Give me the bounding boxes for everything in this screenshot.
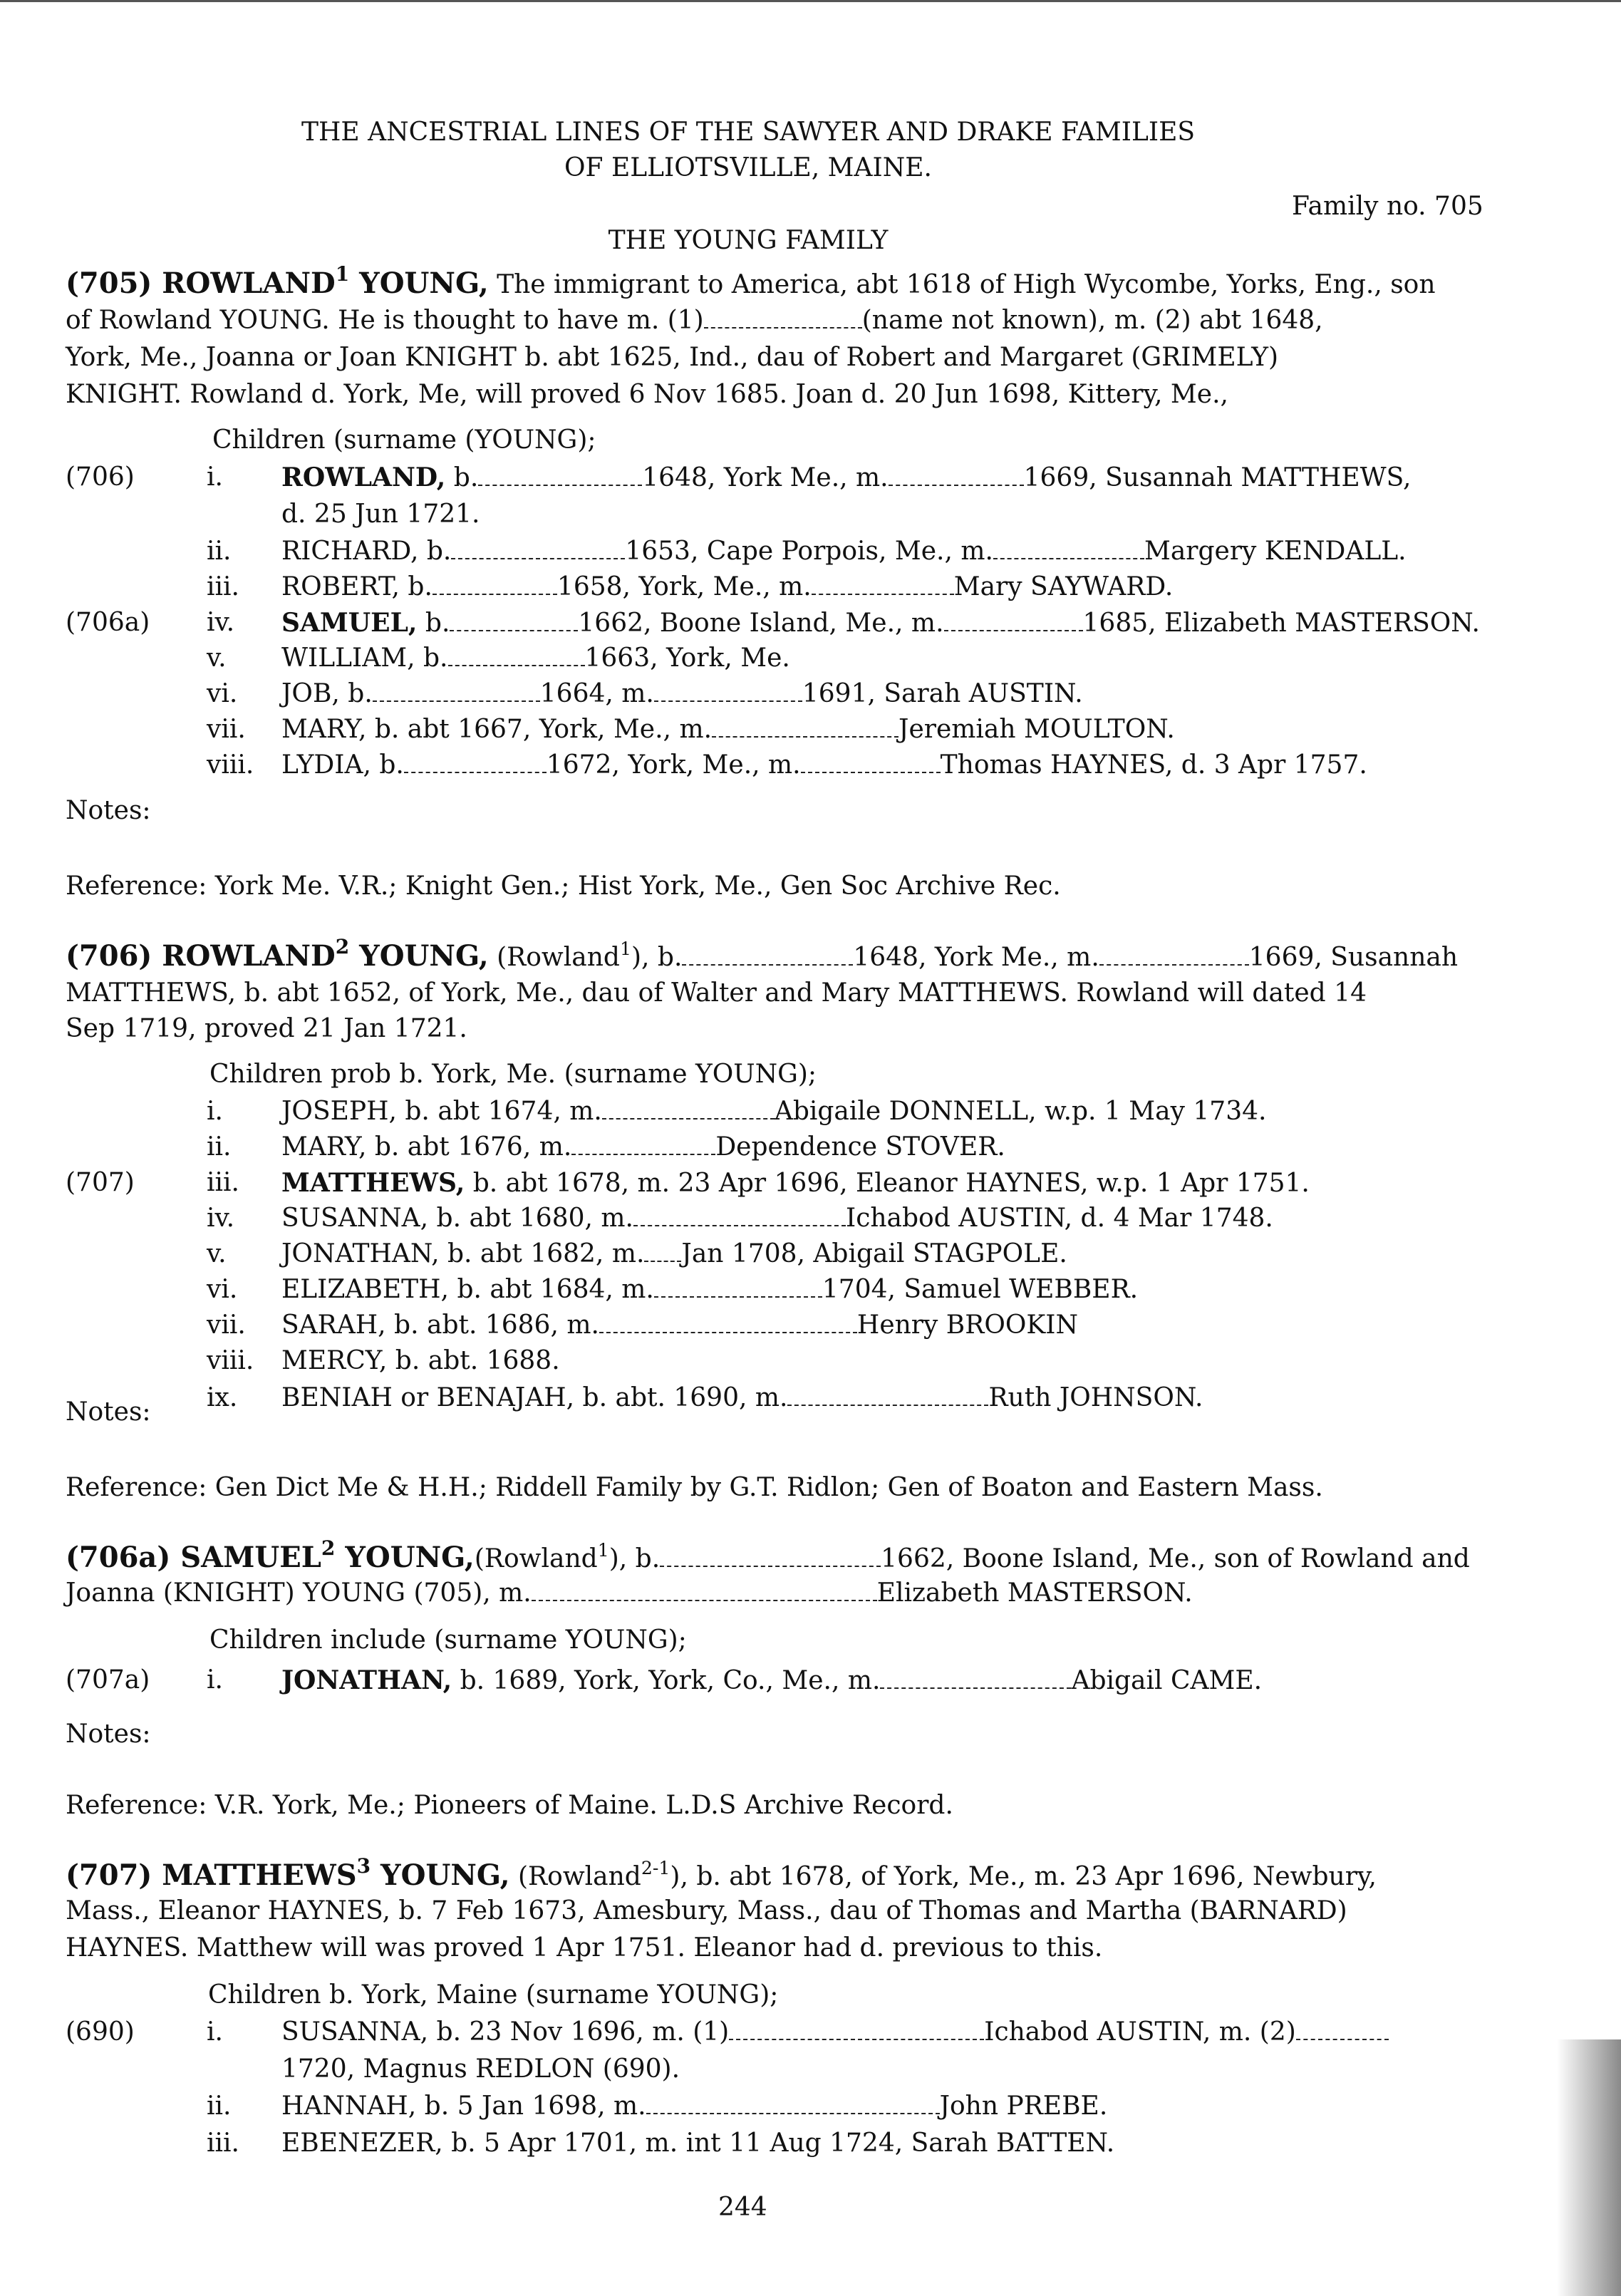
roman-numeral: iv. xyxy=(207,608,235,637)
generation-number: 2 xyxy=(321,1536,336,1561)
roman-numeral: ii. xyxy=(207,537,232,566)
child-entry: BENIAH or BENAJAH, b. abt. 1690, m. Ruth JOHNSON. xyxy=(281,1383,1203,1412)
child-entry: SAMUEL, b. 1662, Boone Island, Me., m. 1685, Elizabeth MASTERSON. xyxy=(281,608,1480,638)
roman-numeral: vii. xyxy=(207,715,246,744)
notes-label: Notes: xyxy=(66,1720,151,1749)
child-entry: MATTHEWS, b. abt 1678, m. 23 Apr 1696, Eleanor HAYNES, w.p. 1 Apr 1751. xyxy=(281,1168,1310,1198)
children-intro: Children (surname (YOUNG); xyxy=(212,425,596,455)
child-ref-id: (706a) xyxy=(66,608,150,637)
roman-numeral: vii. xyxy=(207,1310,246,1340)
blank-line xyxy=(660,1565,881,1567)
blank-line xyxy=(571,1153,715,1155)
document-title-line1: THE ANCESTRIAL LINES OF THE SAWYER AND DRAKE FAMILIES xyxy=(301,118,1196,147)
child-entry: JONATHAN, b. abt 1682, m. Jan 1708, Abigail STAGPOLE. xyxy=(281,1239,1067,1268)
person-name: MATTHEWS xyxy=(162,1858,357,1892)
blank-line xyxy=(889,484,1024,486)
entry-706a-line2: Joanna (KNIGHT) YOUNG (705), m. Elizabeth MASTERSON. xyxy=(66,1578,1193,1608)
child-entry: SUSANNA, b. 23 Nov 1696, m. (1) Ichabod AUSTIN, m. (2) xyxy=(281,2017,1389,2048)
roman-numeral: v. xyxy=(207,1239,227,1268)
person-name: SAMUEL xyxy=(180,1541,321,1574)
child-entry: MARY, b. abt 1676, m. Dependence STOVER. xyxy=(281,1132,1005,1162)
surname: YOUNG, xyxy=(359,267,489,300)
blank-line xyxy=(633,1224,846,1226)
roman-numeral: iii. xyxy=(207,2129,239,2158)
blank-line xyxy=(712,735,898,738)
blank-line xyxy=(404,771,547,773)
child-entry: MARY, b. abt 1667, York, Me., m. Jeremiah MOULTON. xyxy=(281,715,1175,744)
page-number: 244 xyxy=(718,2193,767,2222)
child-entry: ROBERT, b. 1658, York, Me., m. Mary SAYWARD. xyxy=(281,572,1174,601)
child-ref-id: (707) xyxy=(66,1168,135,1197)
blank-line xyxy=(644,1260,681,1262)
blank-line xyxy=(704,326,862,329)
entry-706-line3: Sep 1719, proved 21 Jan 1721. xyxy=(66,1014,467,1043)
roman-numeral: i. xyxy=(207,462,223,492)
roman-numeral: v. xyxy=(207,643,227,673)
top-border-line xyxy=(0,0,1621,2)
reference-text: Reference: Gen Dict Me & H.H.; Riddell Family by G.T. Ridlon; Gen of Boaton and Eastern Mass. xyxy=(66,1473,1323,1502)
child-entry: LYDIA, b. 1672, York, Me., m. Thomas HAYNES, d. 3 Apr 1757. xyxy=(281,750,1367,780)
entry-705-line3: York, Me., Joanna or Joan KNIGHT b. abt 1625, Ind., dau of Robert and Margaret (GRIMELY) xyxy=(66,343,1279,372)
roman-numeral: iii. xyxy=(207,572,239,601)
entry-id: (705) xyxy=(66,267,152,300)
blank-line xyxy=(654,700,802,702)
blank-line xyxy=(599,1331,857,1333)
family-heading: THE YOUNG FAMILY xyxy=(608,226,889,255)
entry-705-line4: KNIGHT. Rowland d. York, Me, will proved 6 Nov 1685. Joan d. 20 Jun 1698, Kittery, Me., xyxy=(66,380,1228,409)
blank-line xyxy=(450,629,578,631)
roman-numeral: ii. xyxy=(207,1132,232,1162)
notes-label: Notes: xyxy=(66,796,151,825)
blank-line xyxy=(880,1687,1071,1689)
entry-706a-line1: (706a) SAMUEL$^2$ YOUNG,(Rowland$^1$), b. 1662, Boone Island, Me., son of Rowland and xyxy=(66,1536,1470,1574)
blank-line xyxy=(602,1117,775,1119)
child-entry: ROWLAND, b. 1648, York Me., m. 1669, Susannah MATTHEWS, xyxy=(281,462,1412,492)
entry-707-line2: Mass., Eleanor HAYNES, b. 7 Feb 1673, Amesbury, Mass., dau of Thomas and Martha (BARNARD) xyxy=(66,1896,1347,1925)
blank-line xyxy=(478,484,642,486)
reference-text: Reference: York Me. V.R.; Knight Gen.; Hist York, Me., Gen Soc Archive Rec. xyxy=(66,872,1061,901)
entry-705-line1: (705) ROWLAND$^1$ YOUNG, The immigrant to America, abt 1618 of High Wycombe, Yorks, Eng., son xyxy=(66,262,1436,300)
roman-numeral: i. xyxy=(207,2017,223,2047)
child-entry: WILLIAM, b. 1663, York, Me. xyxy=(281,643,790,673)
roman-numeral: i. xyxy=(207,1097,223,1126)
person-name: ROWLAND xyxy=(162,267,336,300)
child-entry: JONATHAN, b. 1689, York, York, Co., Me., m. Abigail CAME. xyxy=(281,1665,1263,1695)
document-title-line2: OF ELLIOTSVILLE, MAINE. xyxy=(564,153,932,182)
entry-706-line2: MATTHEWS, b. abt 1652, of York, Me., dau of Walter and Mary MATTHEWS. Rowland will dated 14 xyxy=(66,978,1367,1008)
surname: YOUNG, xyxy=(345,1541,475,1574)
roman-numeral: vi. xyxy=(207,1275,238,1304)
page-edge-shadow xyxy=(1557,2039,1621,2296)
blank-line xyxy=(646,2112,940,2114)
blank-line xyxy=(682,963,853,966)
generation-number: 3 xyxy=(356,1854,371,1878)
blank-line xyxy=(1296,2038,1389,2040)
blank-line xyxy=(433,593,557,595)
entry-id: (706) xyxy=(66,939,152,973)
child-entry: EBENEZER, b. 5 Apr 1701, m. int 11 Aug 1724, Sarah BATTEN. xyxy=(281,2129,1115,2158)
child-entry: SUSANNA, b. abt 1680, m. Ichabod AUSTIN, d. 4 Mar 1748. xyxy=(281,1204,1273,1233)
roman-numeral: viii. xyxy=(207,750,254,780)
generation-number: 1 xyxy=(335,262,350,286)
children-intro: Children b. York, Maine (surname YOUNG); xyxy=(208,1980,779,2010)
surname: YOUNG, xyxy=(380,1858,510,1892)
entry-705-line2: of Rowland YOUNG. He is thought to have m. (1) (name not known), m. (2) abt 1648, xyxy=(66,306,1323,335)
roman-numeral: iv. xyxy=(207,1204,235,1233)
child-ref-id: (690) xyxy=(66,2017,135,2047)
child-entry-continued: d. 25 Jun 1721. xyxy=(281,500,480,529)
children-intro: Children include (surname YOUNG); xyxy=(209,1625,687,1655)
roman-numeral: viii. xyxy=(207,1346,254,1375)
child-ref-id: (706) xyxy=(66,462,135,492)
entry-id: (707) xyxy=(66,1858,152,1892)
notes-label: Notes: xyxy=(66,1397,151,1427)
blank-line xyxy=(532,1599,877,1601)
child-entry: HANNAH, b. 5 Jan 1698, m. John PREBE. xyxy=(281,2091,1108,2121)
child-ref-id: (707a) xyxy=(66,1665,150,1695)
entry-id: (706a) xyxy=(66,1541,171,1574)
roman-numeral: ix. xyxy=(207,1383,238,1412)
blank-line xyxy=(1099,963,1249,966)
entry-707-line3: HAYNES. Matthew will was proved 1 Apr 1751. Eleanor had d. previous to this. xyxy=(66,1933,1103,1963)
blank-line xyxy=(448,664,585,666)
blank-line xyxy=(654,1296,822,1298)
family-number: Family no. 705 xyxy=(1292,192,1483,221)
child-entry-continued: 1720, Magnus REDLON (690). xyxy=(281,2054,680,2084)
blank-line xyxy=(944,629,1083,631)
blank-line xyxy=(451,557,625,559)
child-entry: SARAH, b. abt. 1686, m. Henry BROOKIN xyxy=(281,1310,1078,1340)
blank-line xyxy=(787,1404,988,1406)
entry-706-line1: (706) ROWLAND$^2$ YOUNG, (Rowland$^1$), b. 1648, York Me., m. 1669, Susannah xyxy=(66,935,1459,973)
child-entry: RICHARD, b. 1653, Cape Porpois, Me., m. Margery KENDALL. xyxy=(281,537,1407,566)
child-entry: JOB, b. 1664, m. 1691, Sarah AUSTIN. xyxy=(281,679,1083,708)
roman-numeral: i. xyxy=(207,1665,223,1695)
generation-number: 2 xyxy=(335,935,350,959)
entry-707-line1: (707) MATTHEWS$^3$ YOUNG, (Rowland$^{2-1}$), b. abt 1678, of York, Me., m. 23 Apr 1696, Newbury, xyxy=(66,1854,1377,1892)
reference-text: Reference: V.R. York, Me.; Pioneers of Maine. L.D.S Archive Record. xyxy=(66,1791,953,1820)
child-entry: ELIZABETH, b. abt 1684, m. 1704, Samuel WEBBER. xyxy=(281,1275,1139,1304)
roman-numeral: iii. xyxy=(207,1168,239,1197)
child-entry: JOSEPH, b. abt 1674, m. Abigaile DONNELL, w.p. 1 May 1734. xyxy=(281,1097,1267,1126)
roman-numeral: vi. xyxy=(207,679,238,708)
person-name: ROWLAND xyxy=(162,939,336,973)
children-intro: Children prob b. York, Me. (surname YOUNG); xyxy=(209,1060,817,1089)
surname: YOUNG, xyxy=(359,939,489,973)
blank-line xyxy=(993,557,1144,559)
blank-line xyxy=(729,2038,984,2040)
blank-line xyxy=(812,593,954,595)
roman-numeral: ii. xyxy=(207,2091,232,2121)
blank-line xyxy=(373,700,540,702)
blank-line xyxy=(801,771,941,773)
child-entry: MERCY, b. abt. 1688. xyxy=(281,1346,560,1375)
